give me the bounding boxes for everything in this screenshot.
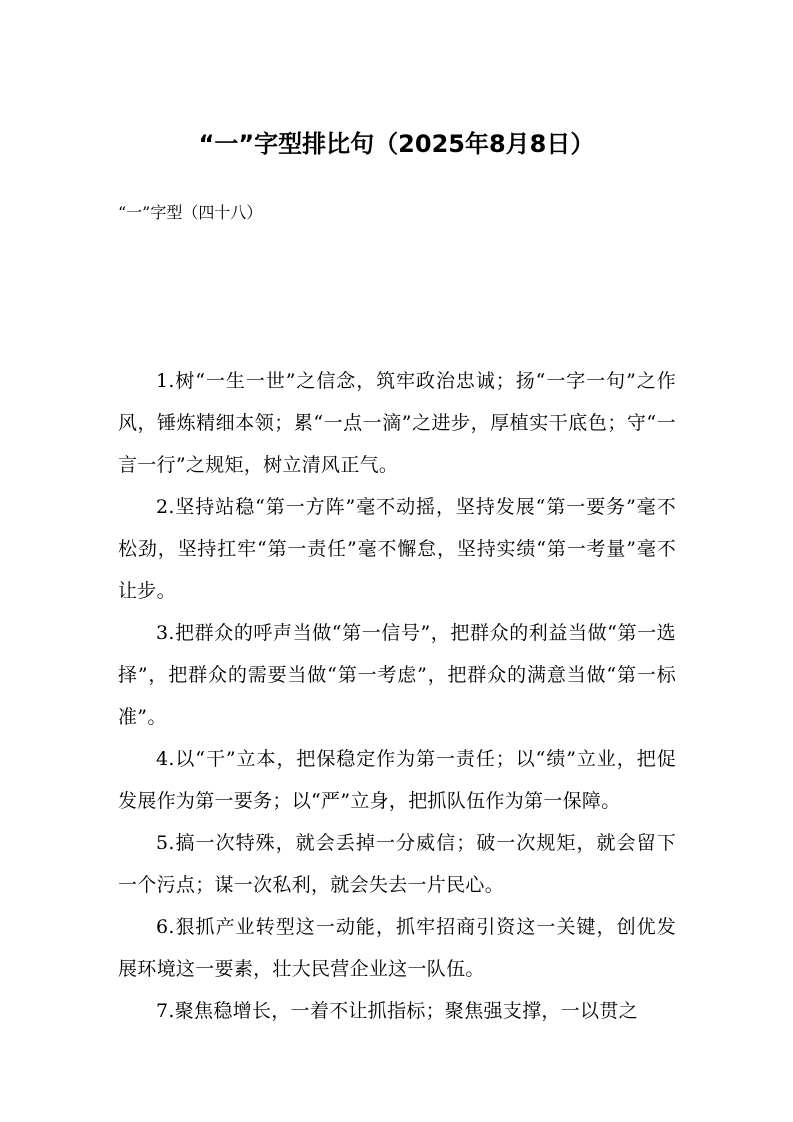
document-body [118, 360, 676, 1032]
document-title: “一”字型排比句（2025年8月8日） [198, 130, 595, 158]
paragraph-7: 7.聚焦稳增长，一着不让抓指标；聚焦强支撑，一以贯之 [156, 1000, 638, 1022]
paragraph-3: 3.把群众的呼声当做“第一信号”，把群众的利益当做“第一选择”，把群众的需要当做“第一考虑”，把群众的满意当做“第一标准”。 [118, 622, 676, 728]
paragraph-5: 5.搞一次特殊，就会丢掉一分威信；破一次规矩，就会留下一个污点；谋一次私利，就会失去一片民心。 [118, 832, 676, 896]
paragraph-1: 1.树“一生一世”之信念，筑牢政治忠诚；扬“一字一句”之作风，锤炼精细本领；累“一点一滴”之进步，厚植实干底色；守“一言一行”之规矩，树立清风正气。 [118, 370, 676, 476]
paragraph-4: 4.以“干”立本，把保稳定作为第一责任；以“绩”立业，把促发展作为第一要务；以“严”立身，把抓队伍作为第一保障。 [118, 748, 676, 812]
paragraph-2: 2.坚持站稳“第一方阵”毫不动摇，坚持发展“第一要务”毫不松劲，坚持扛牢“第一责任”毫不懈怠，坚持实绩“第一考量”毫不让步。 [118, 496, 676, 602]
document-subtitle: “一”字型（四十八） [118, 203, 263, 222]
paragraph-6: 6.狠抓产业转型这一动能，抓牢招商引资这一关键，创优发展环境这一要素，壮大民营企业这一队伍。 [118, 916, 676, 980]
